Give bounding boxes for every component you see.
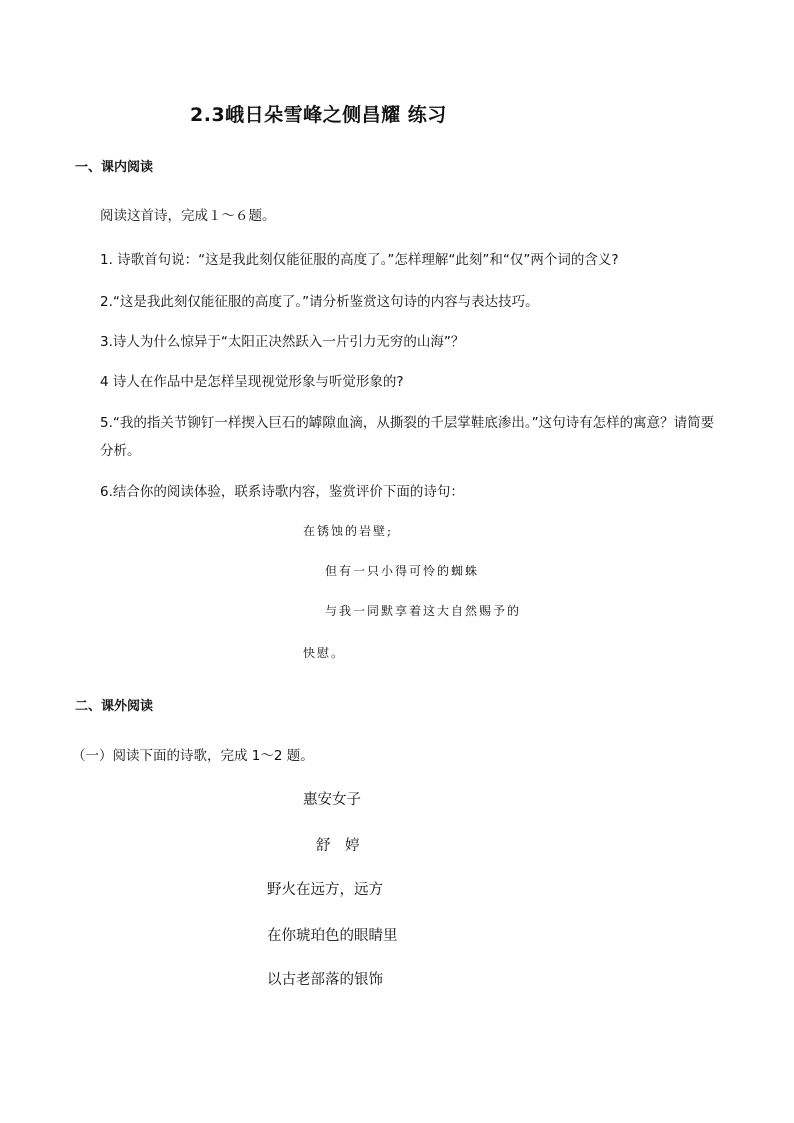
section-heading-1: 一、课内阅读 xyxy=(75,160,154,175)
poem2-line-3: 以古老部落的银饰 xyxy=(267,972,383,988)
question-6: 6.结合你的阅读体验，联系诗歌内容，鉴赏评价下面的诗句： xyxy=(100,484,464,500)
question-1: 1. 诗歌首句说：“这是我此刻仅能征服的高度了。”怎样理解“此刻”和“仅”两个词的含义? xyxy=(100,252,619,268)
poem-title: 惠安女子 xyxy=(303,792,361,808)
poem-line-1: 在锈蚀的岩壁; xyxy=(303,524,394,538)
poem-line-2: 但有一只小得可怜的蜘蛛 xyxy=(325,564,480,578)
poem-line-4: 快慰。 xyxy=(303,646,346,660)
question-2: 2.“这是我此刻仅能征服的高度了。”请分析鉴赏这句诗的内容与表达技巧。 xyxy=(100,294,539,310)
poem2-line-1: 野火在远方，远方 xyxy=(267,882,383,898)
question-5 xyxy=(100,409,722,465)
extra-reading-intro: （一）阅读下面的诗歌，完成 1～2 题。 xyxy=(72,748,314,764)
section-heading-2: 二、课外阅读 xyxy=(75,699,154,714)
reading-intro: 阅读这首诗，完成１～６题。 xyxy=(100,208,276,224)
page-title: 2.3峨日朵雪峰之侧昌耀 练习 xyxy=(190,104,447,126)
question-3: 3.诗人为什么惊异于“太阳正决然跃入一片引力无穷的山海”？ xyxy=(100,334,465,350)
question-5-text: 5.“我的指关节铆钉一样揳入巨石的罅隙血滴，从撕裂的千层掌鞋底渗出。”这句诗有怎样的寓意？请简要分析。 xyxy=(100,415,715,459)
poem-author: 舒 婷 xyxy=(316,838,360,854)
question-4: 4 诗人在作品中是怎样呈现视觉形象与听觉形象的? xyxy=(100,374,404,390)
poem-line-3: 与我一同默享着这大自然赐予的 xyxy=(325,604,522,618)
poem2-line-2: 在你琥珀色的眼睛里 xyxy=(267,928,398,944)
